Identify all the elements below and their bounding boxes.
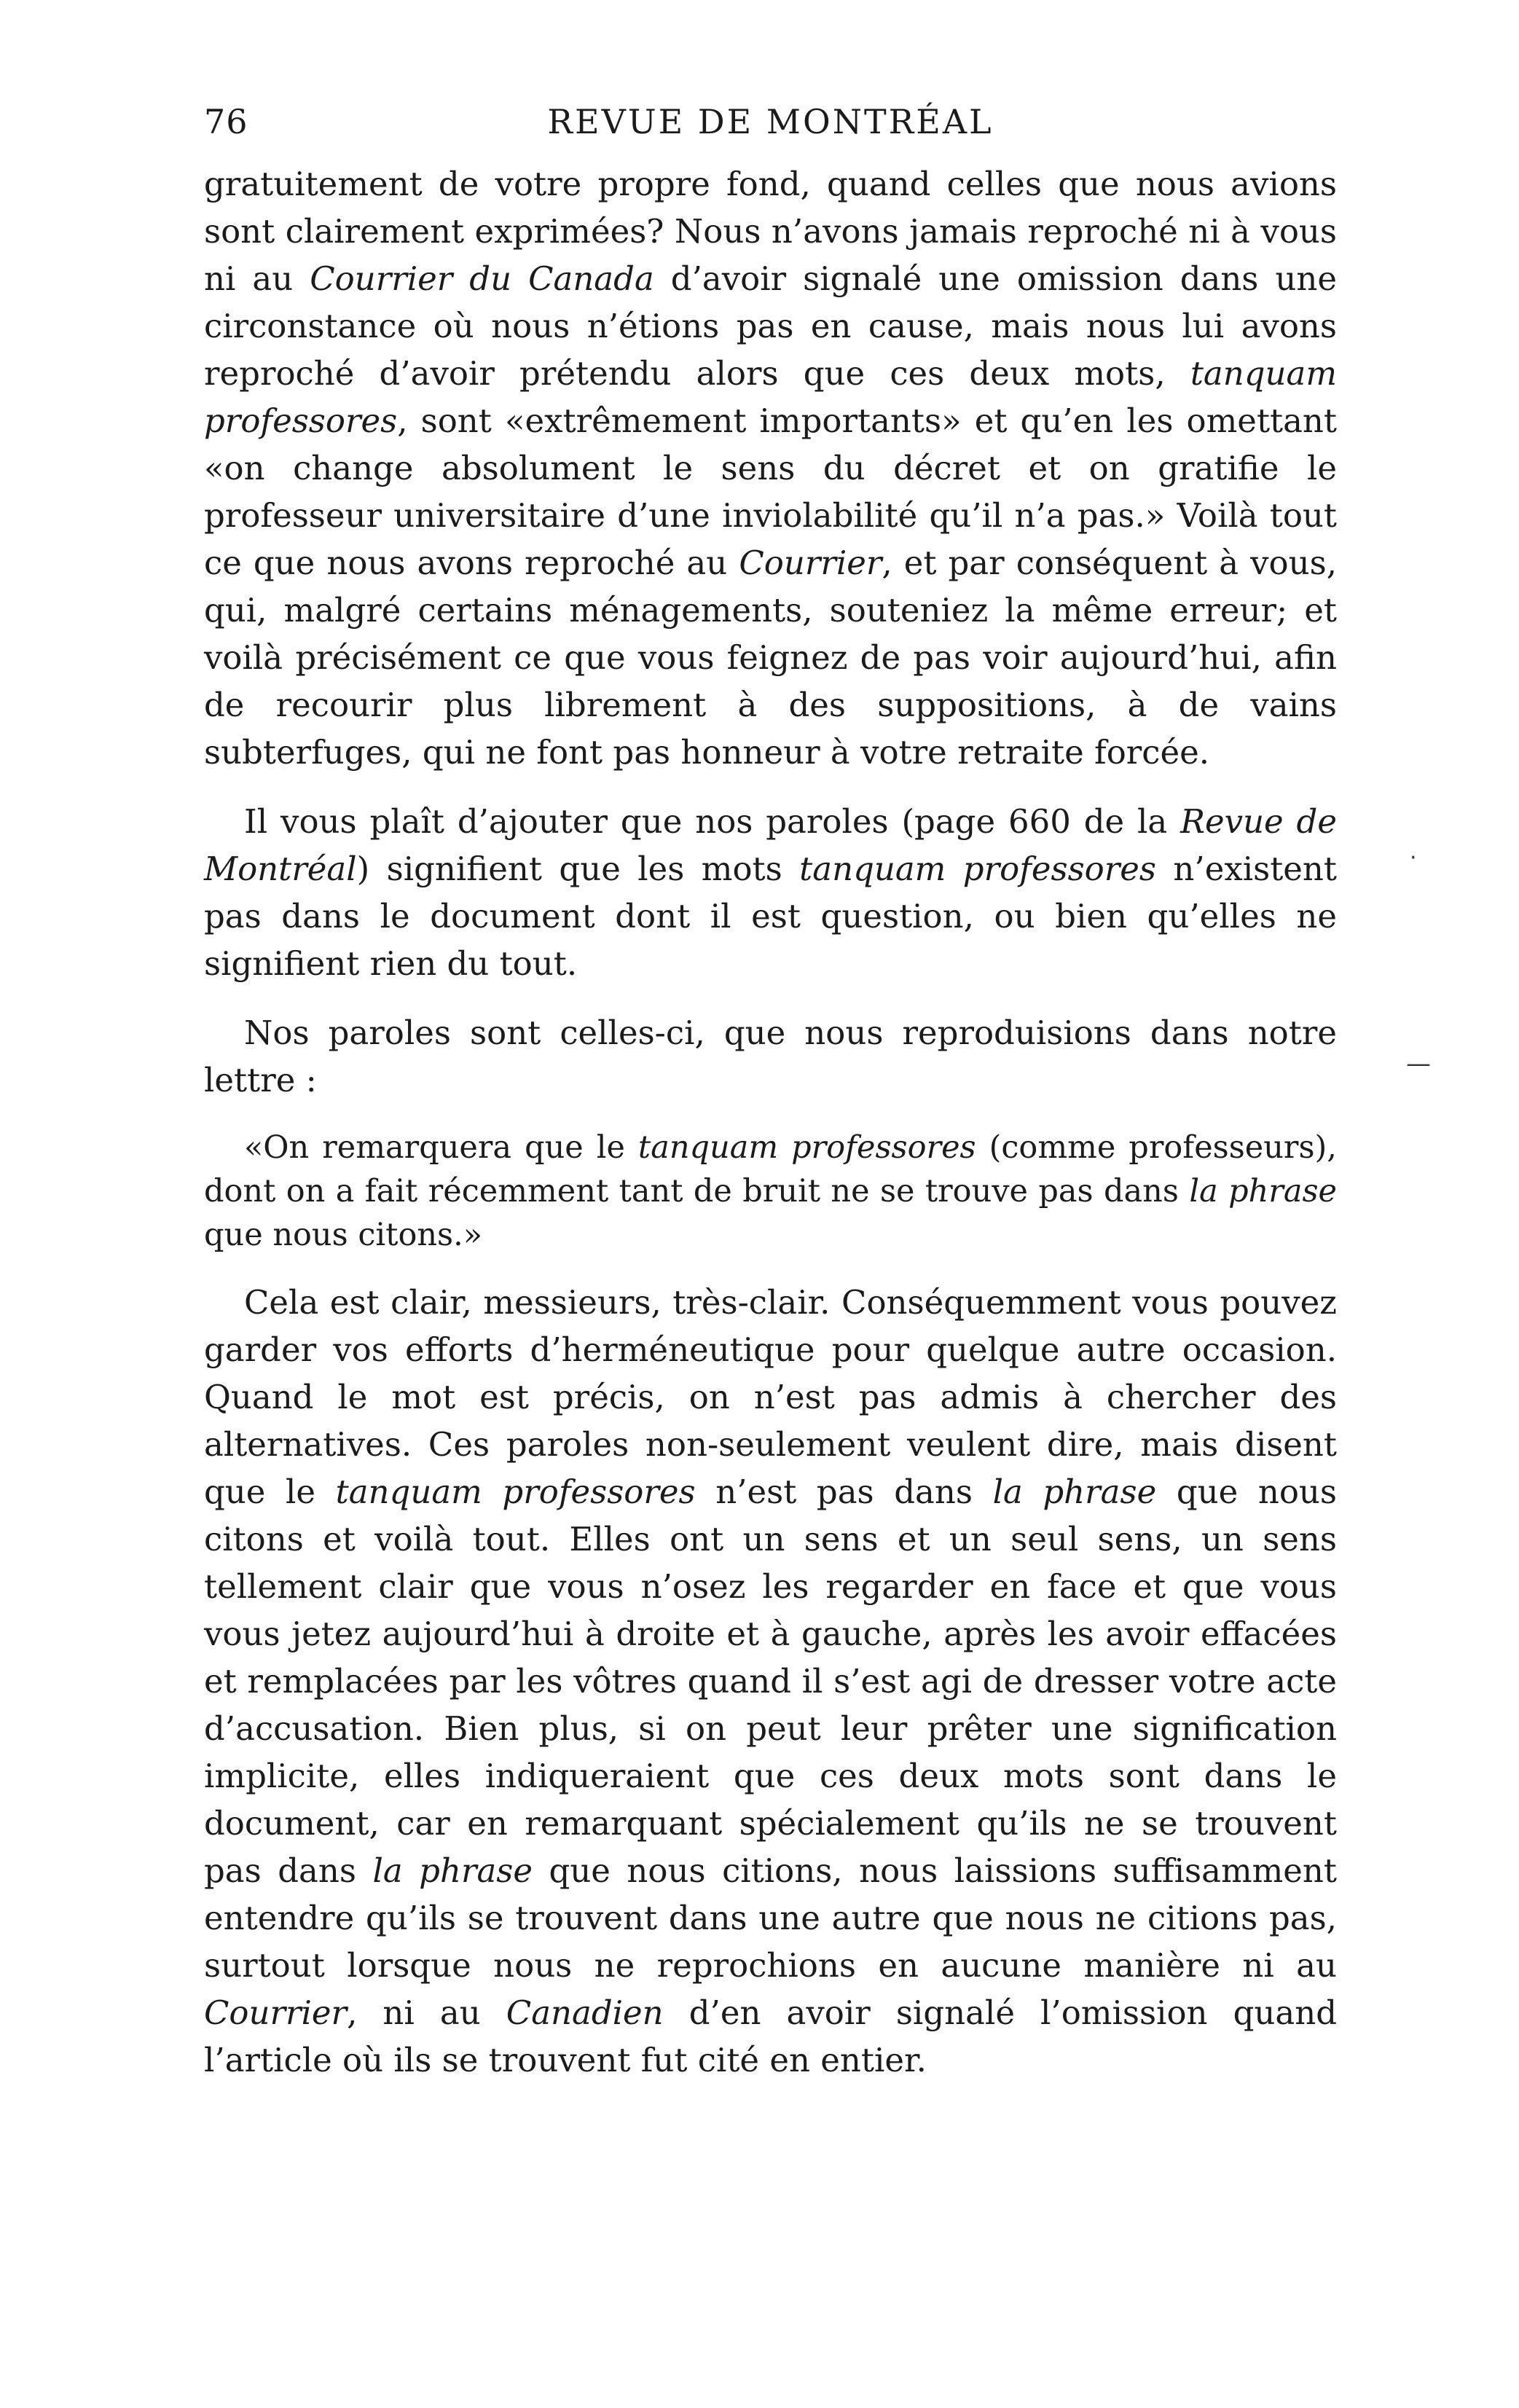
italic-span: tanquam professores [799, 850, 1156, 888]
italic-span: la phrase [992, 1472, 1157, 1511]
text-span: n’existent pas dans le document dont il est question, ou bien qu’elles ne signifient rien du tout. [204, 850, 1337, 983]
text-span: Cela est clair, messieurs, très-clair. Conséquemment vous pouvez garder vos efforts d’herméneutique pour quelque autre occasion. Quand le mot est précis, on n’est pas admis à chercher des alternatives. Ces paroles non-seulement veulent dire, mais disent que le [204, 1283, 1337, 1511]
italic-span: tanquam professores [637, 1129, 976, 1166]
text-span: que nous citons.» [204, 1217, 483, 1253]
margin-dash-mark: — [1406, 1049, 1431, 1078]
text-span: ) signifient que les mots [356, 850, 800, 888]
paragraph-4 [204, 1279, 1337, 2084]
text-span: (comme professeurs), dont on a fait récemment tant de bruit ne se trouve pas dans [204, 1129, 1337, 1209]
text-span: n’est pas dans [695, 1472, 993, 1511]
italic-span: tanquam professores [204, 354, 1337, 440]
italic-span: Courrier [739, 544, 882, 582]
text-span: , sont «extrêmement importants» et qu’en les omettant «on change absolument le sens du décret et on gratifie le professeur universitaire d’une inviolabilité qu’il n’a pas.» Voilà tout ce que nous avons reproché au [204, 401, 1337, 582]
italic-span: Courrier du Canada [310, 259, 654, 298]
paragraph-2 [204, 798, 1337, 987]
journal-title: REVUE DE MONTRÉAL [547, 102, 994, 141]
italic-span: tanquam professores [335, 1472, 696, 1511]
margin-dot-mark: · [1410, 845, 1417, 871]
italic-span: la phrase [372, 1851, 533, 1890]
text-span: Il vous plaît d’ajouter que nos paroles (page 660 de la [244, 802, 1181, 841]
page-number: 76 [204, 102, 248, 141]
italic-span: Revue de Montréal [204, 802, 1337, 888]
block-quote [204, 1126, 1337, 1257]
text-span: «On remarquera que le [244, 1129, 638, 1166]
text-span: que nous citons et voilà tout. Elles ont un sens et un seul sens, un sens tellement clair que vous n’osez les regarder en face et que vous vous jetez aujourd’hui à droite et à gauche, après les avoir effacées et remplacées par les vôtres quand il s’est agi de dresser votre acte d’accusation. Bien plus, si on peut leur prêter une signification implicite, elles indiqueraient que ces deux mots sont dans le document, car en remarquant spécialement qu’ils ne se trouvent pas dans [204, 1472, 1337, 1890]
italic-span: Canadien [506, 1993, 664, 2032]
text-span: Nos paroles sont celles-ci, que nous reproduisions dans notre lettre : [204, 1013, 1337, 1099]
text-span: , ni au [347, 1993, 506, 2032]
text-span: que nous citions, nous laissions suffisamment entendre qu’ils se trouvent dans une autre que nous ne citions pas, surtout lorsque nous ne reprochions en aucune manière ni au [204, 1851, 1338, 1985]
text-span: d’avoir signalé une omission dans une circonstance où nous n’étions pas en cause, mais nous lui avons reproché d’avoir prétendu alors que ces deux mots, [204, 259, 1338, 393]
paragraph-1 [204, 160, 1337, 776]
italic-span: la phrase [1189, 1173, 1338, 1209]
body-text [204, 160, 1337, 2084]
running-head [204, 102, 1337, 160]
text-span: d’en avoir signalé l’omission quand l’article où ils se trouvent fut cité en entier. [204, 1993, 1337, 2079]
paragraph-3 [204, 1009, 1337, 1104]
text-span: , et par conséquent à vous, qui, malgré certains ménagements, souteniez la même erreur; et voilà précisément ce que vous feignez de pas voir aujourd’hui, afin de recourir plus librement à des suppositions, à de vains subterfuges, qui ne font pas honneur à votre retraite forcée. [204, 544, 1337, 772]
book-page [204, 102, 1337, 2084]
italic-span: Courrier [204, 1993, 348, 2032]
text-span: gratuitement de votre propre fond, quand celles que nous avions sont clairement exprimées? Nous n’avons jamais reproché ni à vous ni au [204, 165, 1337, 298]
